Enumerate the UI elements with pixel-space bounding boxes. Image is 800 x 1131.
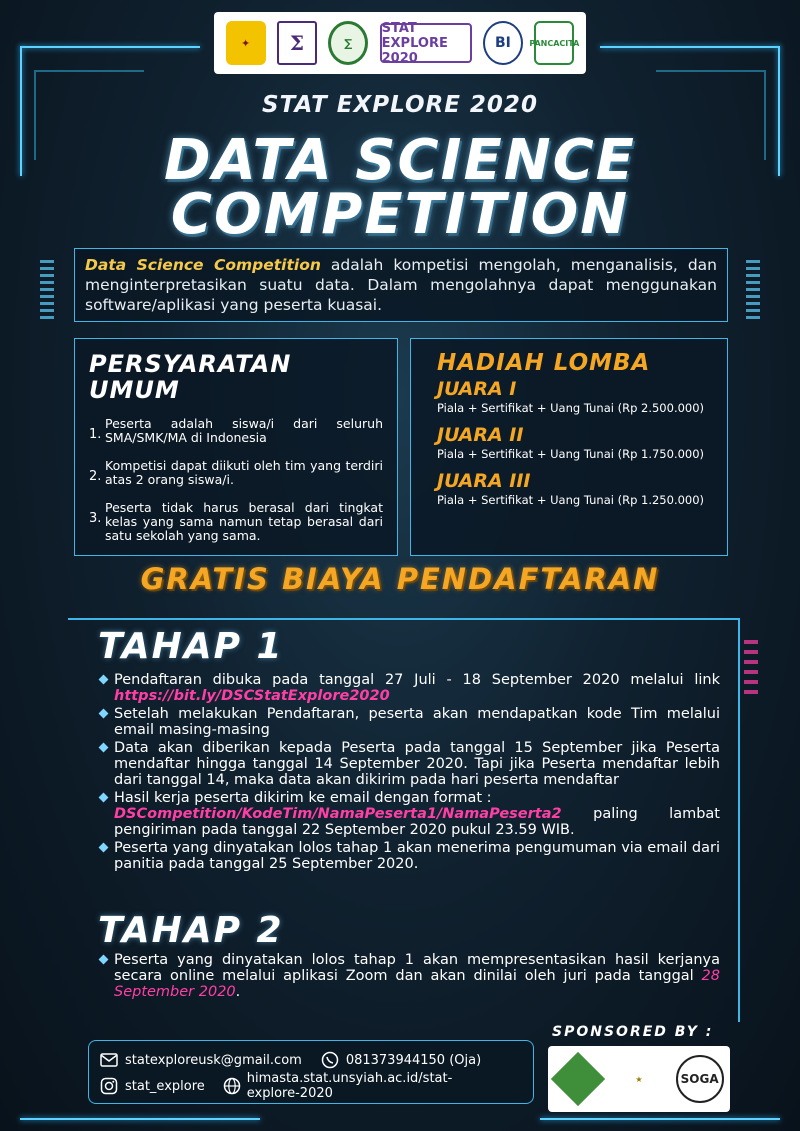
requirements-card [74,338,398,556]
prizes-card [410,338,728,556]
sponsor-3-logo-icon: SOGA [676,1055,724,1103]
list-item [100,790,720,838]
stage2-b1-end: . [235,984,241,1000]
email-format: DSCompetition/KodeTim/NamaPeserta1/NamaPeserta2 [114,806,562,822]
pancacita-logo-icon: PANCACITA [534,21,574,65]
contact-email[interactable] [99,1051,302,1069]
presentation-date: 28 September 2020 [114,968,720,1000]
frame-bottom-right-line [540,1118,780,1120]
contact-row-1 [99,1047,523,1073]
list-item: Peserta yang dinyatakan lolos tahap 1 akan menerima pengumuman via email dari panitia pada tanggal 25 September 2020. [100,840,720,872]
intro-highlight: Data Science Competition [85,256,321,274]
contact-box [88,1040,534,1104]
req-text: Peserta tidak harus berasal dari tingkat kelas yang sama namun tetap berasal dari satu sekolah yang sama. [105,500,383,543]
prizes-title: HADIAH LOMBA [437,350,651,376]
list-item [89,459,383,487]
event-subtitle: STAT EXPLORE 2020 [262,92,538,118]
bank-indonesia-logo-icon: BI [483,21,523,65]
prize-rank-3: JUARA III [437,470,531,492]
contact-website-text: himasta.stat.unsyiah.ac.id/stat-explore-2020 [246,1071,453,1101]
stage-2-title: TAHAP 2 [98,910,284,951]
stat-explore-logo-icon: STAT EXPLORE 2020 [380,23,472,63]
frame-bottom-left-line [20,1118,260,1120]
contact-website[interactable] [223,1071,505,1101]
instagram-icon [99,1077,119,1095]
stage1-b1-text: Pendaftaran dibuka pada tanggal 27 Juli - 18 September 2020 melalui link [114,672,720,688]
requirements-list [89,417,383,543]
uns-logo-icon: ✦ [226,21,266,65]
himasta-logo-icon: ∑ [328,21,368,65]
stage-1-list [100,672,720,874]
req-number: 3. [89,511,102,526]
stage2-b1-text: Peserta yang dinyatakan lolos tahap 1 akan mempresentasikan hasil kerjanya secara online melalui aplikasi Zoom dan akan dinilai oleh juri pada tanggal [114,952,720,984]
contact-instagram-text: stat_explore [125,1078,205,1094]
mail-icon [99,1051,119,1069]
list-item: Data akan diberikan kepada Peserta pada tanggal 15 September jika Peserta mendaftar hingga tanggal 14 September 2020. Tapi jika Peserta mendaftar lebih dari tanggal 14, maka data akan dikirim pada hari peserta mendaftar [100,740,720,788]
list-item [100,672,720,704]
contact-row-2 [99,1073,523,1099]
stripe-pink [744,640,758,700]
prize-desc-2: Piala + Sertifikat + Uang Tunai (Rp 1.750.000) [437,447,705,461]
req-number: 1. [89,427,102,442]
prize-desc-3: Piala + Sertifikat + Uang Tunai (Rp 1.250.000) [437,493,705,507]
stage1-b4-tail: paling lambat pengiriman pada tanggal 22 September 2020 pukul 23.59 WIB. [114,806,720,838]
prize-rank-1: JUARA I [437,378,517,400]
intro-text: adalah kompetisi mengolah, menganalisis, dan menginterpretasikan suatu data. Dalam mengolahnya dapat menggunakan software/aplikasi yang peserta kuasai. [85,256,717,314]
prize-rank-2: JUARA II [437,424,524,446]
stripe-left [40,260,54,320]
stage-2-list [100,952,720,1002]
list-item: Setelah melakukan Pendaftaran, peserta akan mendapatkan kode Tim melalui email masing-masing [100,706,720,738]
requirements-title-1: PERSYARATAN [89,350,292,378]
requirements-title-2: UMUM [89,376,180,404]
title-line-2: COMPETITION [170,182,630,247]
title-line-1: DATA SCIENCE [164,128,636,193]
list-item [89,501,383,543]
req-number: 2. [89,469,102,484]
frame-top-right-line [600,46,780,48]
list-item [89,417,383,445]
req-text: Kompetisi dapat diikuti oleh tim yang terdiri atas 2 orang siswa/i. [105,458,383,487]
prize-desc-1: Piala + Sertifikat + Uang Tunai (Rp 2.500.000) [437,401,705,415]
sponsor-2-logo-icon: ★ [635,1074,643,1084]
req-text: Peserta adalah siswa/i dari seluruh SMA/SMK/MA di Indonesia [105,416,383,445]
stage1-b4-text: Hasil kerja peserta dikirim ke email dengan format : [114,790,492,806]
sponsor-1-logo-icon [551,1052,605,1106]
contact-email-text: statexploreusk@gmail.com [125,1052,302,1068]
registration-link[interactable]: https://bit.ly/DSCStatExplore2020 [114,688,390,704]
whatsapp-icon [320,1051,340,1069]
globe-icon [223,1077,241,1095]
free-registration-banner: GRATIS BIAYA PENDAFTARAN [140,562,660,596]
contact-phone[interactable] [320,1051,481,1069]
list-item [100,952,720,1000]
sponsors-title: SPONSORED BY : [552,1024,714,1040]
sponsors-box [548,1046,730,1112]
logo-bar [214,12,586,74]
intro-box [74,248,728,322]
contact-instagram[interactable] [99,1077,205,1095]
frame-top-left-line [20,46,200,48]
stripe-right [746,260,760,320]
ihmsi-logo-icon: Σ [277,21,317,65]
stage-1-title: TAHAP 1 [98,626,284,667]
contact-phone-text: 081373944150 (Oja) [345,1052,482,1068]
